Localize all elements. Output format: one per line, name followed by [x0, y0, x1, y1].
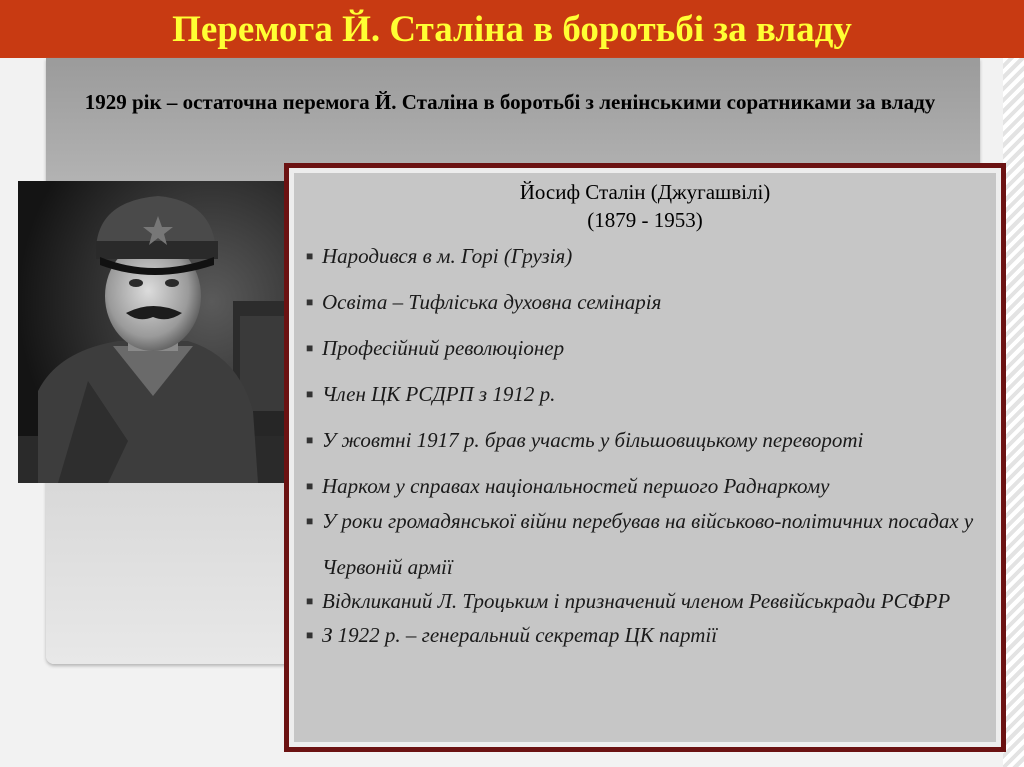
fact-text: З 1922 р. – генеральний секретар ЦК партії: [322, 623, 718, 647]
square-bullet-icon: ■: [306, 594, 314, 608]
title-bar: [0, 0, 1024, 58]
square-bullet-icon: ■: [306, 295, 314, 309]
list-item: [304, 612, 990, 658]
fact-text: У роки громадянської війни перебував на військово-політичних посадах у Червоній армії: [322, 509, 974, 579]
square-bullet-icon: ■: [306, 479, 314, 493]
slide-title: Перемога Й. Сталіна в боротьбі за владу: [172, 8, 852, 50]
decorative-stripes: [1003, 58, 1024, 767]
list-item: [304, 498, 990, 590]
fact-text: У жовтні 1917 р. брав участь у більшовицькому перевороті: [322, 428, 864, 452]
biography-heading: [294, 178, 996, 234]
fact-text: Нарком у справах національностей першого Раднаркому: [322, 474, 830, 498]
slide-subtitle: 1929 рік – остаточна перемога Й. Сталіна в боротьбі з ленінськими соратниками за владу: [84, 90, 936, 114]
list-item: [304, 337, 990, 360]
list-item: [304, 475, 990, 498]
square-bullet-icon: ■: [306, 433, 314, 447]
fact-text: Народився в м. Горі (Грузія): [322, 244, 573, 268]
list-item: [304, 429, 990, 452]
fact-text: Відкликаний Л. Троцьким і призначений членом Реввійськради РСФРР: [322, 589, 951, 613]
square-bullet-icon: ■: [306, 341, 314, 355]
square-bullet-icon: ■: [306, 249, 314, 263]
life-years: (1879 - 1953): [587, 208, 703, 232]
fact-text: Член ЦК РСДРП з 1912 р.: [322, 382, 556, 406]
portrait-image: [18, 181, 295, 483]
fact-text: Професійний революціонер: [322, 336, 565, 360]
list-item: [304, 291, 990, 314]
list-item: [304, 245, 990, 268]
facts-list: [304, 245, 990, 669]
square-bullet-icon: ■: [306, 628, 314, 642]
list-item: [304, 383, 990, 406]
person-name: Йосиф Сталін (Джугашвілі): [519, 180, 771, 204]
square-bullet-icon: ■: [306, 514, 314, 528]
biography-content: [294, 173, 996, 742]
portrait-photo: [18, 181, 295, 483]
fact-text: Освіта – Тифліська духовна семінарія: [322, 290, 662, 314]
biography-box: [284, 163, 1006, 752]
square-bullet-icon: ■: [306, 387, 314, 401]
